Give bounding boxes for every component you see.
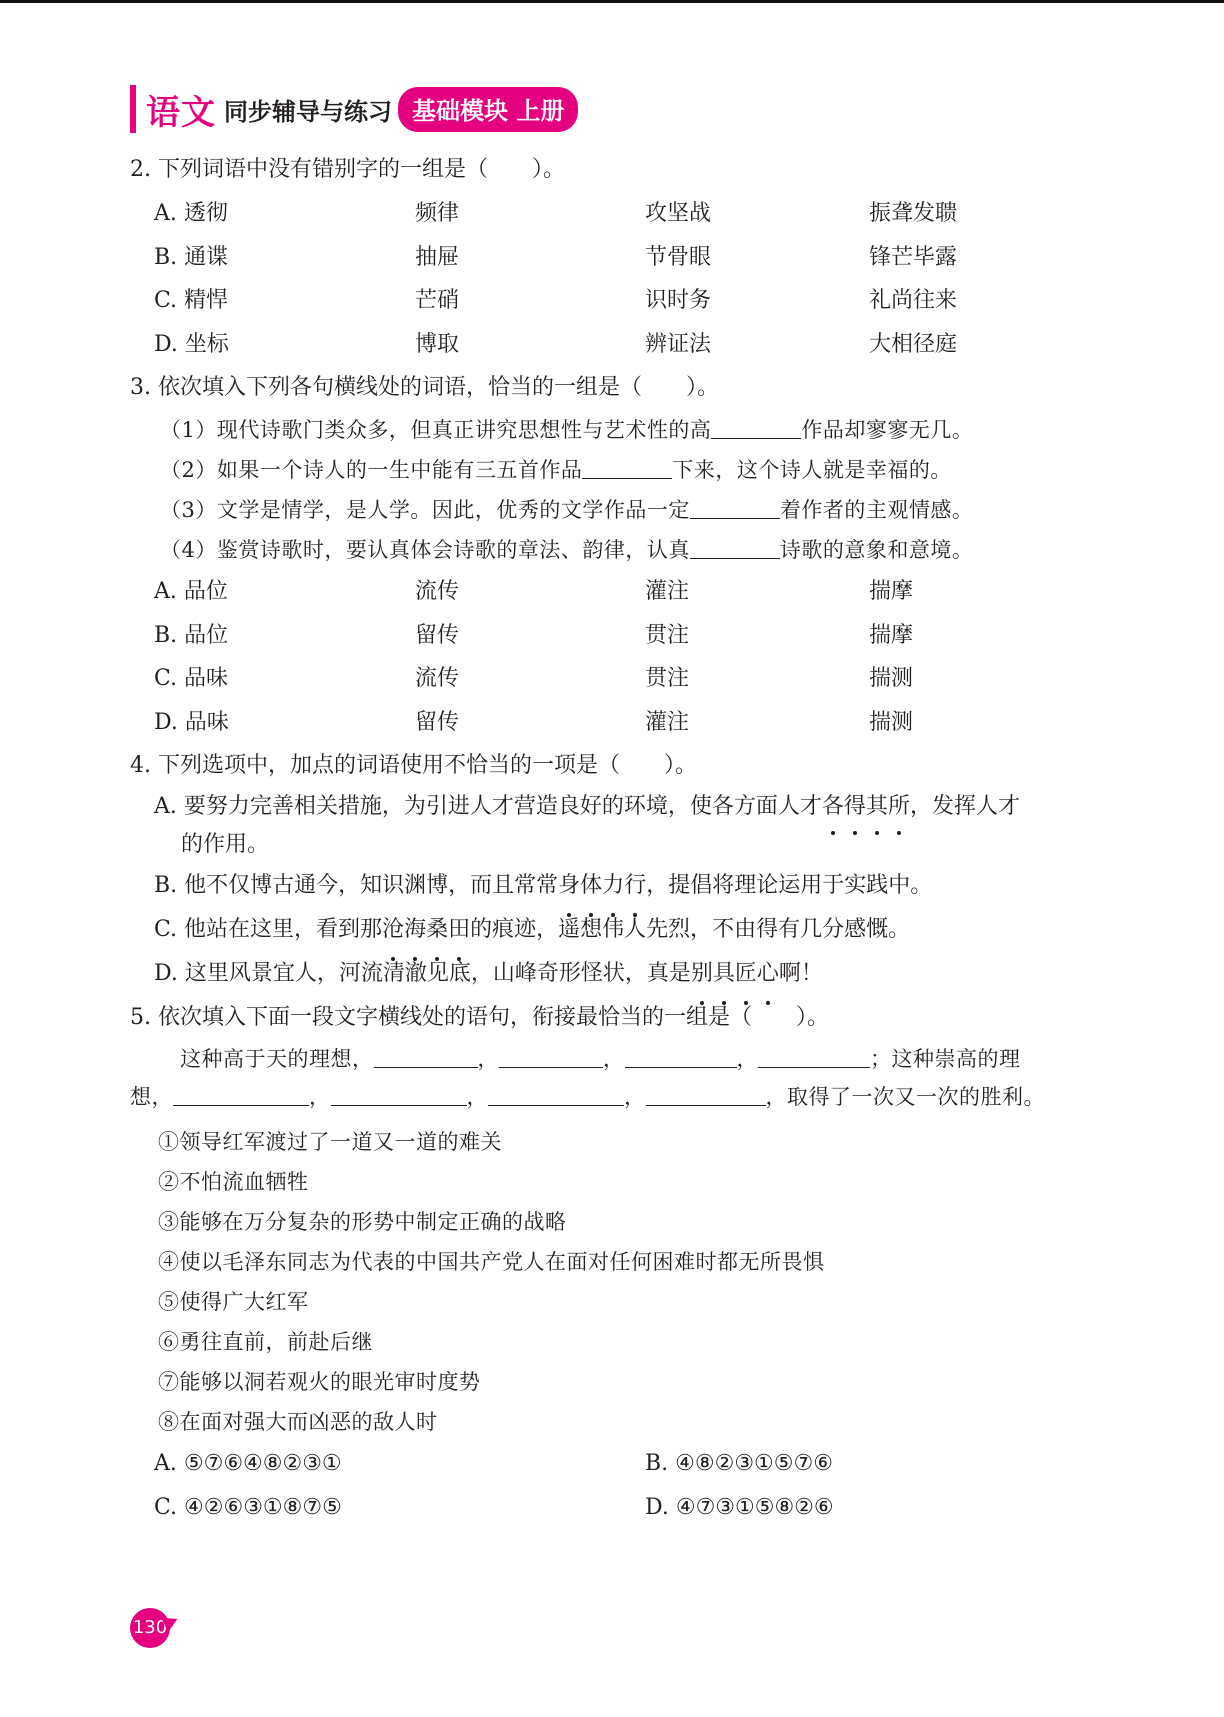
answer-blank bbox=[711, 416, 801, 439]
q5-item: ⑥勇往直前，前赴后继 bbox=[158, 1330, 373, 1354]
dotted-phrase bbox=[691, 961, 779, 986]
dotted-char: 田 bbox=[448, 908, 470, 952]
q2-option-d: D. 坐标 博取 辨证法 大相径庭 bbox=[154, 331, 958, 357]
q5-item: ⑧在面对强大而凶恶的敌人时 bbox=[158, 1410, 438, 1434]
dotted-phrase bbox=[558, 873, 646, 898]
q4-option-d: D. 这里风景宜人，河流清澈见底，山峰奇形怪状，真是别具匠心啊！ bbox=[130, 952, 1105, 996]
dotted-char: 沧 bbox=[382, 908, 404, 952]
answer-blank bbox=[625, 1045, 737, 1068]
q2-option-a: A. 透彻 频律 攻坚战 振聋发聩 bbox=[154, 201, 958, 226]
q5-item: ②不怕流血牺牲 bbox=[158, 1170, 309, 1194]
answer-blank bbox=[646, 1083, 766, 1106]
q5-answer-a: A. ⑤⑦⑥④⑧②③① bbox=[154, 1451, 342, 1476]
dotted-char: 得 bbox=[844, 788, 866, 826]
dotted-char: 所 bbox=[888, 788, 910, 826]
header-book-title: 同步辅导与练习 bbox=[224, 97, 392, 126]
question-5-stem: 5. 依次填入下面一段文字横线处的语句，衔接最恰当的一组是（ ）。 bbox=[130, 1005, 829, 1030]
header-subject: 语文 bbox=[146, 92, 216, 133]
q5-passage-line-2: 想， ， ， ， ，取得了一次又一次的胜利。 bbox=[130, 1085, 1045, 1109]
dotted-char: 行 bbox=[624, 864, 646, 908]
dotted-char: 身 bbox=[558, 864, 580, 908]
q5-item: ④使以毛泽东同志为代表的中国共产党人在面对任何困难时都无所畏惧 bbox=[158, 1250, 825, 1274]
question-3-stem: 3. 依次填入下列各句横线处的词语，恰当的一组是（ ）。 bbox=[130, 375, 719, 400]
q4-option-c: C. 他站在这里，看到那沧海桑田的痕迹，遥想伟人先烈，不由得有几分感慨。 bbox=[130, 908, 1105, 952]
top-rule bbox=[0, 0, 1224, 3]
dotted-char: 海 bbox=[404, 908, 426, 952]
q5-answer-c: C. ④②⑥③①⑧⑦⑤ bbox=[154, 1495, 342, 1520]
q3-option-c: C. 品味 流传 贯注 揣测 bbox=[154, 666, 914, 691]
q3-sentence-1: （1）现代诗歌门类众多，但真正讲究思想性与艺术性的高 作品却寥寥无几。 bbox=[160, 418, 974, 442]
q5-item: ③能够在万分复杂的形势中制定正确的战略 bbox=[158, 1210, 567, 1234]
page-content bbox=[130, 148, 1105, 1530]
dotted-char: 具 bbox=[713, 952, 735, 996]
q3-sentence-3: （3）文学是情学，是人学。因此，优秀的文学作品一定 着作者的主观情感。 bbox=[160, 498, 974, 522]
dotted-char: 心 bbox=[757, 952, 779, 996]
answer-blank bbox=[331, 1083, 467, 1106]
question-4-stem: 4. 下列选项中，加点的词语使用不恰当的一项是（ ）。 bbox=[130, 753, 697, 778]
question-2-stem: 2. 下列词语中没有错别字的一组是（ ）。 bbox=[130, 157, 565, 182]
q3-option-d: D. 品味 留传 灌注 揣测 bbox=[154, 709, 914, 735]
header-accent-bar bbox=[130, 85, 136, 133]
answer-blank bbox=[173, 1083, 309, 1106]
page-number: 130 bbox=[130, 1608, 170, 1648]
answer-blank bbox=[374, 1045, 478, 1068]
dotted-char: 匠 bbox=[735, 952, 757, 996]
dotted-char: 力 bbox=[602, 864, 624, 908]
dotted-char: 别 bbox=[691, 952, 713, 996]
q4-option-a: A. 要努力完善相关措施，为引进人才营造良好的环境，使各方面人才各得其所，发挥人才 的作用。 bbox=[130, 788, 1105, 864]
dotted-phrase bbox=[382, 917, 470, 942]
q5-answer-b: B. ④⑧②③①⑤⑦⑥ bbox=[645, 1451, 833, 1476]
answer-blank bbox=[690, 536, 780, 559]
q5-item: ⑤使得广大红军 bbox=[158, 1290, 309, 1314]
answer-blank bbox=[758, 1045, 870, 1068]
q2-option-c: C. 精悍 芒硝 识时务 礼尚往来 bbox=[154, 288, 958, 313]
q2-option-b: B. 通谍 抽屉 节骨眼 锋芒毕露 bbox=[154, 244, 958, 270]
answer-blank bbox=[690, 496, 780, 519]
q5-answers-row-1 bbox=[130, 1442, 1105, 1486]
dotted-char: 各 bbox=[822, 788, 844, 826]
header-module-tag: 基础模块 上册 bbox=[398, 87, 578, 132]
q3-sentence-4: （4）鉴赏诗歌时，要认真体会诗歌的章法、韵律，认真 诗歌的意象和意境。 bbox=[160, 538, 974, 562]
page-header bbox=[130, 84, 578, 134]
dotted-char: 桑 bbox=[426, 908, 448, 952]
answer-blank bbox=[488, 1083, 624, 1106]
q5-answer-d: D. ④⑦③①⑤⑧②⑥ bbox=[645, 1495, 834, 1520]
answer-blank bbox=[499, 1045, 603, 1068]
q5-passage-line-1: 这种高于天的理想， ， ， ， ；这种崇高的理 bbox=[180, 1047, 1021, 1071]
answer-blank bbox=[582, 456, 672, 479]
q3-option-b: B. 品位 留传 贯注 揣摩 bbox=[154, 622, 914, 648]
q3-option-a: A. 品位 流传 灌注 揣摩 bbox=[154, 579, 914, 604]
dotted-char: 体 bbox=[580, 864, 602, 908]
q3-sentence-2: （2）如果一个诗人的一生中能有三五首作品 下来，这个诗人就是幸福的。 bbox=[160, 458, 952, 482]
q5-answers-row-2 bbox=[130, 1486, 1105, 1530]
q4-option-b: B. 他不仅博古通今，知识渊博，而且常常身体力行，提倡将理论运用于实践中。 bbox=[130, 864, 1105, 908]
dotted-char: 其 bbox=[866, 788, 888, 826]
q5-passage bbox=[130, 1040, 1105, 1116]
q5-item: ①领导红军渡过了一道又一道的难关 bbox=[158, 1130, 502, 1154]
dotted-phrase bbox=[822, 794, 910, 819]
q5-item: ⑦能够以洞若观火的眼光审时度势 bbox=[158, 1370, 481, 1394]
